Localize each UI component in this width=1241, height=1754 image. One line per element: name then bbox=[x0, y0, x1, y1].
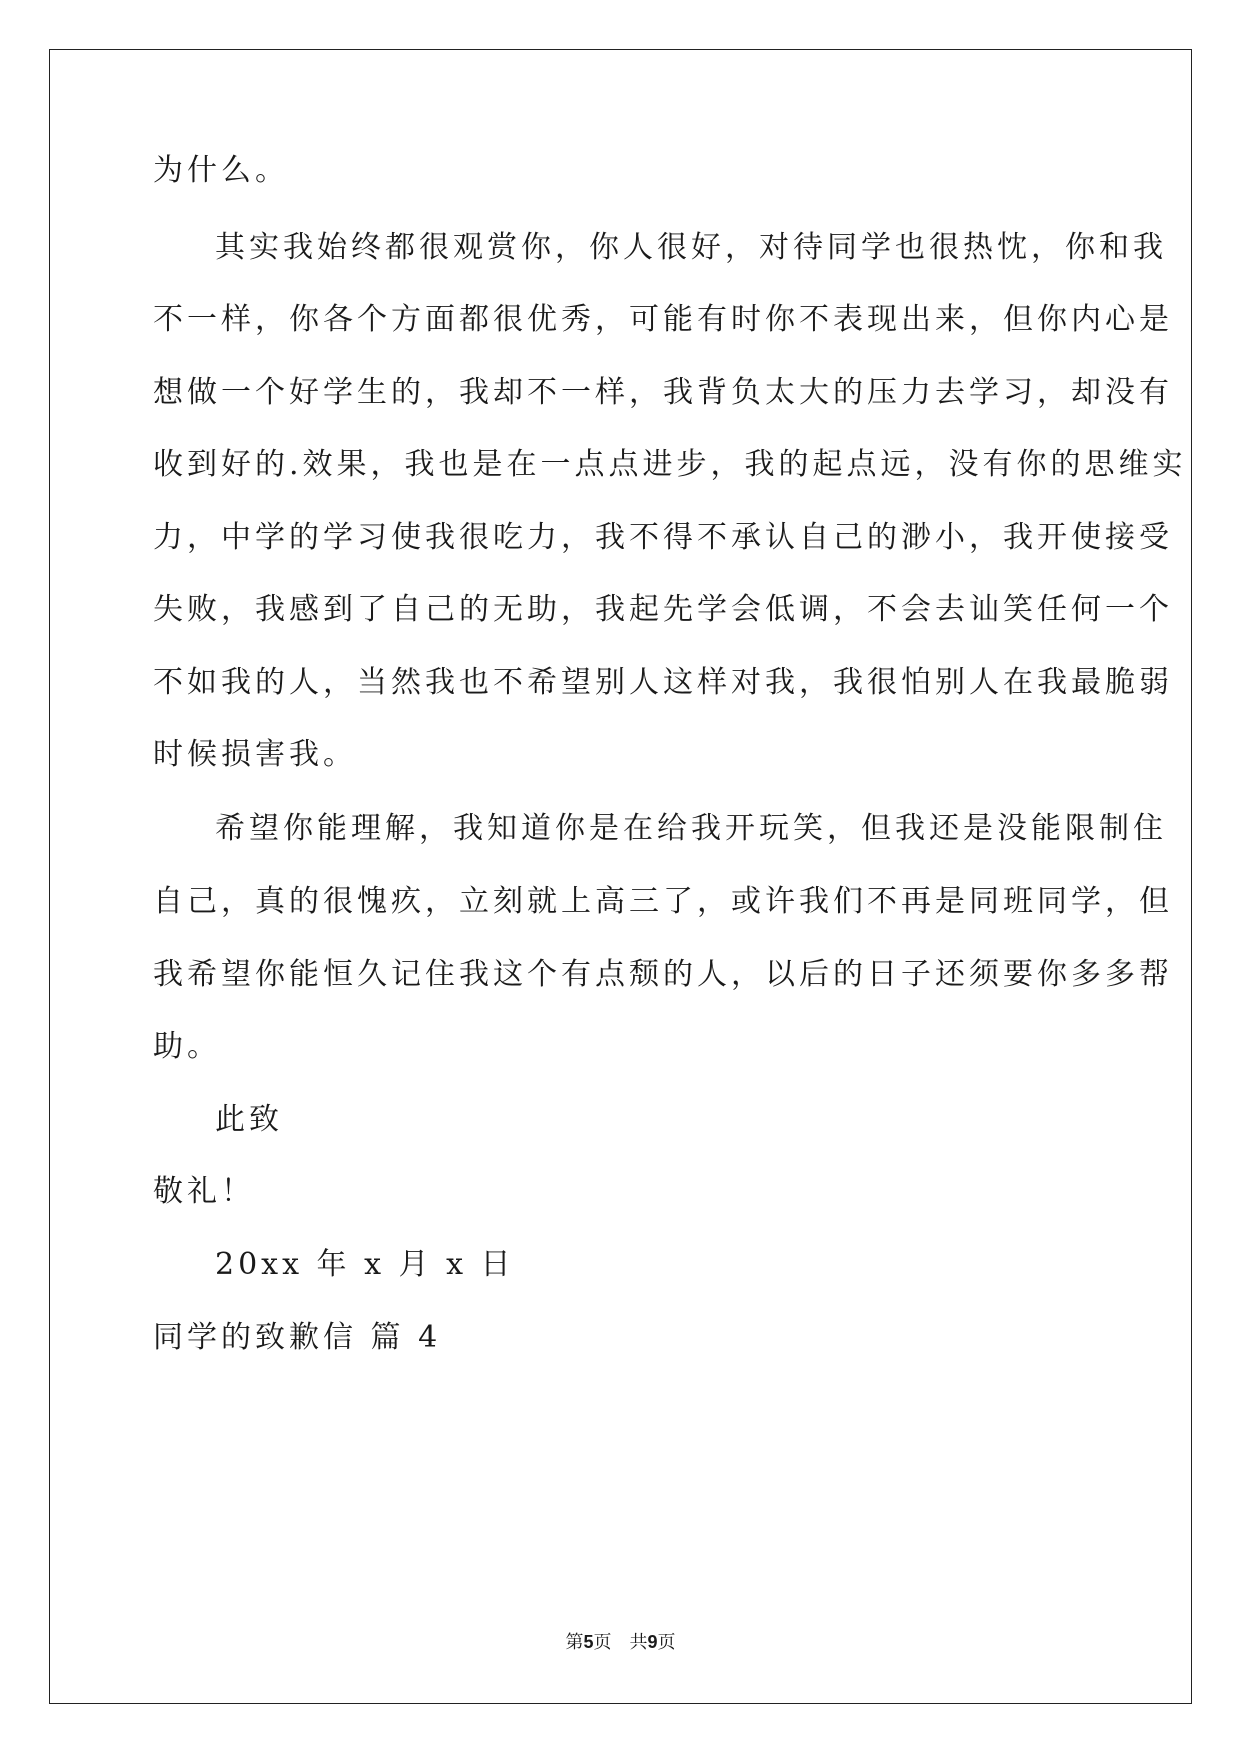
text-line: 想做一个好学生的，我却不一样，我背负太大的压力去学习，却没有 bbox=[153, 375, 1173, 410]
text-line: 助。 bbox=[153, 1029, 221, 1064]
text-line: 收到好的.效果，我也是在一点点进步，我的起点远，没有你的思维实 bbox=[153, 447, 1187, 482]
text-line: 时候损害我。 bbox=[153, 737, 357, 772]
paragraph-start: 其实我始终都很观赏你，你人很好，对待同学也很热忱，你和我 bbox=[215, 230, 1167, 265]
text-line: 失败，我感到了自己的无助，我起先学会低调，不会去讪笑任何一个 bbox=[153, 592, 1173, 627]
text-line: 不如我的人，当然我也不希望别人这样对我，我很怕别人在我最脆弱 bbox=[153, 665, 1173, 700]
paragraph-start: 希望你能理解，我知道你是在给我开玩笑，但我还是没能限制住 bbox=[215, 811, 1167, 846]
page-border bbox=[49, 49, 1192, 1704]
page-number: 5 bbox=[583, 1632, 594, 1652]
closing-regards: 敬礼！ bbox=[153, 1174, 255, 1209]
text-line: 为什么。 bbox=[153, 153, 289, 188]
text-line: 自己，真的很愧疚，立刻就上高三了，或许我们不再是同班同学，但 bbox=[153, 884, 1173, 919]
footer-mid: 页 共 bbox=[593, 1632, 648, 1653]
text-line: 不一样，你各个方面都很优秀，可能有时你不表现出来，但你内心是 bbox=[153, 302, 1173, 337]
closing-salutation: 此致 bbox=[215, 1102, 283, 1137]
section-heading: 同学的致歉信 篇 4 bbox=[153, 1320, 442, 1355]
page-total: 9 bbox=[647, 1632, 658, 1652]
text-line: 我希望你能恒久记住我这个有点颓的人，以后的日子还须要你多多帮 bbox=[153, 957, 1173, 992]
page-footer bbox=[0, 1628, 1241, 1654]
footer-suffix: 页 bbox=[657, 1632, 676, 1653]
date-line: 20xx 年 x 月 x 日 bbox=[215, 1247, 515, 1282]
text-line: 力，中学的学习使我很吃力，我不得不承认自己的渺小，我开使接受 bbox=[153, 520, 1173, 555]
footer-prefix: 第 bbox=[565, 1632, 584, 1653]
